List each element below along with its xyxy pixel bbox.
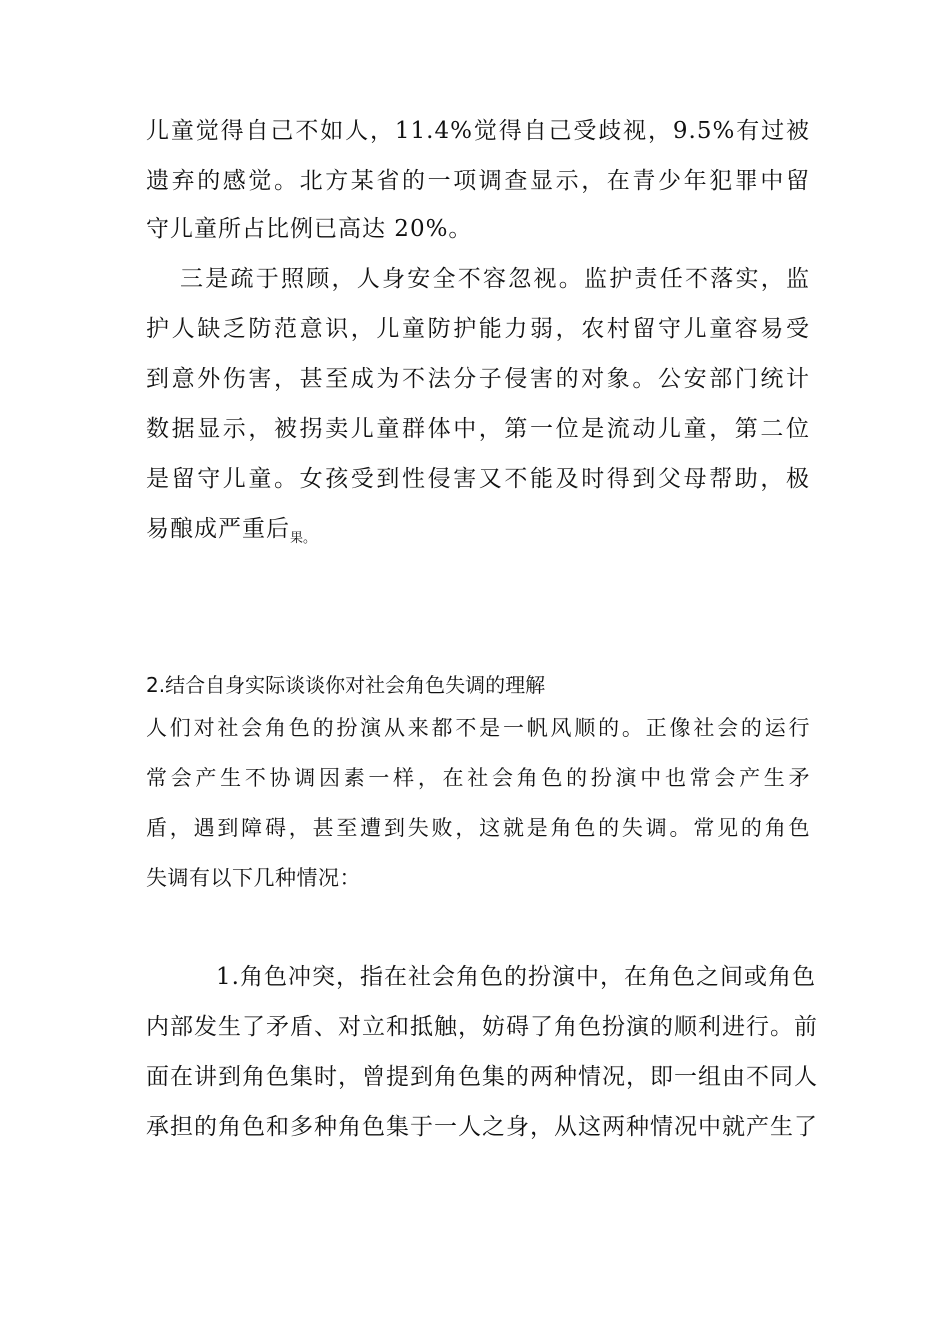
section-heading: 2.结合自身实际谈谈你对社会角色失调的理解 (146, 673, 546, 697)
paragraph-line: 人们对社会角色的扮演从来都不是一帆风顺的。正像社会的运行 (146, 716, 810, 740)
paragraph-line: 守儿童所占比例已高达 20%。 (146, 216, 473, 242)
paragraph-line: 到意外伤害，甚至成为不法分子侵害的对象。公安部门统计 (146, 366, 810, 392)
paragraph-line: 三是疏于照顾，人身安全不容忽视。监护责任不落实，监 (180, 266, 810, 292)
paragraph-line: 儿童觉得自己不如人，11.4%觉得自己受歧视，9.5%有过被 (146, 118, 810, 144)
paragraph-line: 常会产生不协调因素一样，在社会角色的扮演中也常会产生矛 (146, 766, 810, 790)
paragraph-line: 护人缺乏防范意识，儿童防护能力弱，农村留守儿童容易受 (146, 316, 810, 342)
paragraph-line: 是留守儿童。女孩受到性侵害又不能及时得到父母帮助，极 (146, 466, 810, 492)
paragraph-line (146, 514, 810, 554)
paragraph-line: 失调有以下几种情况： (146, 866, 361, 890)
paragraph-line: 承担的角色和多种角色集于一人之身，从这两种情况中就产生了 (146, 1114, 818, 1140)
paragraph-line: 面在讲到角色集时，曾提到角色集的两种情况，即一组由不同人 (146, 1064, 818, 1090)
paragraph-line: 遗弃的感觉。北方某省的一项调查显示，在青少年犯罪中留 (146, 168, 810, 194)
paragraph-line: 盾，遇到障碍，甚至遭到失败，这就是角色的失调。常见的角色 (146, 816, 810, 840)
paragraph-line: 数据显示，被拐卖儿童群体中，第一位是流动儿童，第二位 (146, 416, 810, 442)
paragraph-text-small: 果。 (290, 531, 317, 546)
paragraph-line: 内部发生了矛盾、对立和抵触，妨碍了角色扮演的顺利进行。前 (146, 1014, 818, 1040)
paragraph-text: 易酿成严重后 (146, 516, 290, 542)
paragraph-line: 1.角色冲突，指在社会角色的扮演中，在角色之间或角色 (216, 964, 816, 990)
